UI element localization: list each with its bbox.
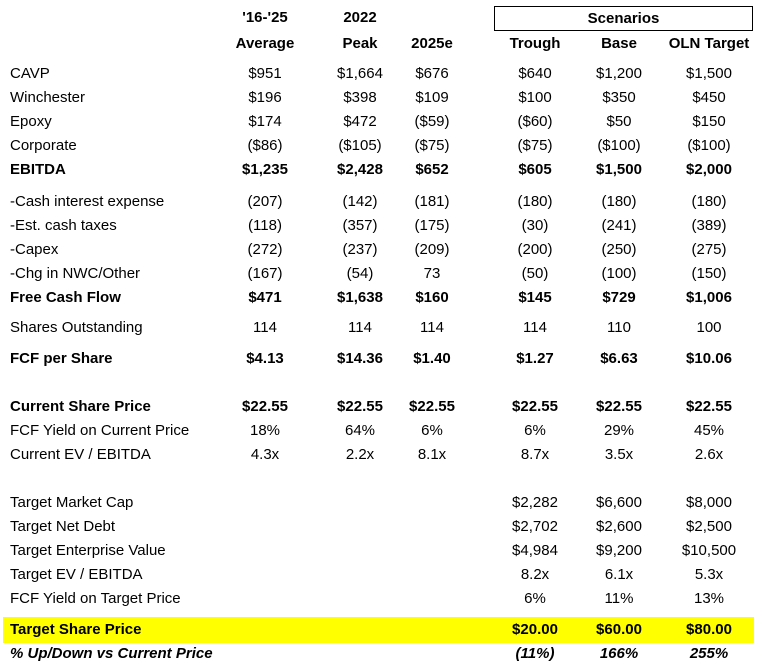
row-value: (100) [601, 265, 637, 282]
row-value: $1.27 [516, 350, 554, 367]
row-label: % Up/Down vs Current Price [10, 645, 213, 662]
row-value: $1,235 [242, 161, 288, 178]
row-label: CAVP [10, 65, 50, 82]
row-value: 2.2x [345, 446, 375, 463]
row-value: (209) [414, 241, 450, 258]
row-value: (180) [601, 193, 637, 210]
row-value: $174 [248, 113, 282, 130]
row-value: ($86) [247, 137, 283, 154]
col-header-2025e: 2025e [411, 35, 453, 52]
row-value: $1,006 [686, 289, 732, 306]
row-value: (150) [691, 265, 727, 282]
row-label: FCF Yield on Current Price [10, 422, 190, 439]
row-value: (118) [248, 217, 282, 234]
row-value: 11% [604, 590, 634, 607]
row-value: $4.13 [246, 350, 284, 367]
row-value [225, 515, 305, 539]
table-row [0, 491, 762, 515]
table-row [0, 443, 762, 467]
table-row [0, 395, 762, 419]
row-label: EBITDA [10, 161, 66, 178]
row-label: Current Share Price [10, 398, 151, 415]
row-value: 6% [421, 422, 443, 439]
row-value: $196 [248, 89, 282, 106]
table-row [0, 238, 762, 262]
row-value: 110 [607, 319, 631, 336]
row-value: 6% [524, 590, 546, 607]
row-label: Target EV / EBITDA [10, 566, 143, 583]
row-value [320, 587, 400, 611]
row-label: Corporate [10, 137, 77, 154]
row-value [393, 491, 471, 515]
row-value: 114 [523, 319, 547, 336]
row-value: (357) [342, 217, 378, 234]
row-value: $60.00 [596, 621, 642, 638]
row-value: $109 [415, 89, 449, 106]
row-value: 114 [348, 319, 372, 336]
row-value: $676 [415, 65, 449, 82]
row-value: $4,984 [512, 542, 558, 559]
table-row [0, 214, 762, 238]
row-value [320, 618, 400, 642]
row-label: -Cash interest expense [10, 193, 165, 210]
row-value: $2,000 [686, 161, 732, 178]
row-value: 29% [603, 422, 635, 439]
table-row [0, 419, 762, 443]
row-value: (180) [517, 193, 553, 210]
scenarios-header-box: Scenarios [494, 6, 753, 31]
row-value: $10.06 [686, 350, 732, 367]
row-label: Epoxy [10, 113, 52, 130]
row-value: 45% [693, 422, 725, 439]
row-value: $472 [343, 113, 377, 130]
row-value: (11%) [515, 645, 555, 662]
row-value: $22.55 [409, 398, 455, 415]
row-value: (207) [247, 193, 283, 210]
row-value: 114 [253, 319, 277, 336]
row-label: Target Net Debt [10, 518, 116, 535]
row-value: $729 [602, 289, 636, 306]
row-value: $22.55 [596, 398, 642, 415]
row-value: $20.00 [512, 621, 558, 638]
table-row [0, 110, 762, 134]
row-value: ($60) [517, 113, 553, 130]
row-value: (237) [342, 241, 378, 258]
row-value: (30) [521, 217, 549, 234]
col-header-average: Average [235, 35, 295, 52]
row-value [225, 491, 305, 515]
row-value: (272) [247, 241, 283, 258]
row-value: 13% [693, 590, 725, 607]
row-value: ($75) [414, 137, 450, 154]
row-value: $10,500 [681, 542, 737, 559]
table-row [0, 158, 762, 182]
row-value: $80.00 [686, 621, 732, 638]
row-value: $2,282 [512, 494, 558, 511]
row-value: (180) [691, 193, 727, 210]
row-value: $8,000 [686, 494, 732, 511]
row-value: $22.55 [686, 398, 732, 415]
row-value: $2,600 [596, 518, 642, 535]
row-value: (389) [691, 217, 727, 234]
row-value [225, 563, 305, 587]
row-value [393, 587, 471, 611]
row-value [320, 491, 400, 515]
row-label: Winchester [10, 89, 86, 106]
row-label: Free Cash Flow [10, 289, 121, 306]
row-value: $160 [415, 289, 449, 306]
table-row [0, 190, 762, 214]
row-value: $1,500 [596, 161, 642, 178]
row-value: ($75) [517, 137, 553, 154]
row-value: 8.1x [417, 446, 447, 463]
row-value [320, 642, 400, 666]
row-value: $150 [692, 113, 726, 130]
table-row [0, 347, 762, 371]
row-value: 3.5x [604, 446, 634, 463]
row-value: $6,600 [596, 494, 642, 511]
row-value: 255% [689, 645, 729, 662]
table-row [0, 86, 762, 110]
table-row [0, 618, 762, 642]
row-value: 64% [344, 422, 376, 439]
row-value: 6.1x [604, 566, 634, 583]
row-value: (181) [414, 193, 450, 210]
row-value: 5.3x [694, 566, 724, 583]
row-value: $145 [518, 289, 552, 306]
table-row [0, 62, 762, 86]
row-value [393, 618, 471, 642]
row-value [393, 642, 471, 666]
row-value: $100 [518, 89, 552, 106]
col-header-avg-line1: '16-'25 [242, 9, 288, 26]
row-value: $50 [606, 113, 632, 130]
row-value: 2.6x [694, 446, 724, 463]
row-value: (200) [517, 241, 553, 258]
row-value: $2,428 [337, 161, 383, 178]
row-value: $9,200 [596, 542, 642, 559]
row-value: $2,500 [686, 518, 732, 535]
table-row [0, 539, 762, 563]
row-value: 73 [423, 265, 441, 282]
row-value [225, 539, 305, 563]
table-row [0, 563, 762, 587]
row-value: $951 [248, 65, 282, 82]
row-value: $652 [415, 161, 449, 178]
row-value: 100 [696, 319, 722, 336]
row-value: $350 [602, 89, 636, 106]
row-label: Shares Outstanding [10, 319, 143, 336]
row-value [225, 587, 305, 611]
row-value: $1,664 [337, 65, 383, 82]
row-value: 18% [249, 422, 281, 439]
row-label: -Est. cash taxes [10, 217, 117, 234]
row-value: $450 [692, 89, 726, 106]
row-value [320, 515, 400, 539]
col-header-peak-line1: 2022 [343, 9, 377, 26]
row-label: FCF per Share [10, 350, 113, 367]
row-label: Target Enterprise Value [10, 542, 166, 559]
table-row [0, 642, 762, 666]
row-value: (241) [601, 217, 637, 234]
row-value: (167) [247, 265, 283, 282]
row-value: 8.2x [520, 566, 550, 583]
row-value: $6.63 [600, 350, 638, 367]
col-header-trough: Trough [509, 35, 561, 52]
row-value [393, 539, 471, 563]
row-value: 6% [524, 422, 546, 439]
table-row [0, 515, 762, 539]
row-value: (275) [691, 241, 727, 258]
row-value: 4.3x [250, 446, 280, 463]
table-row [0, 316, 762, 340]
table-row [0, 262, 762, 286]
row-value [320, 539, 400, 563]
row-value: $640 [518, 65, 552, 82]
row-value: $22.55 [512, 398, 558, 415]
col-header-oln-target: OLN Target [668, 35, 750, 52]
row-value: 8.7x [520, 446, 550, 463]
row-value: $1,200 [596, 65, 642, 82]
row-value [225, 618, 305, 642]
row-value: (54) [346, 265, 374, 282]
row-value: $1,638 [337, 289, 383, 306]
row-value [393, 563, 471, 587]
row-label: -Capex [10, 241, 59, 258]
row-value: ($59) [414, 113, 450, 130]
table-row [0, 134, 762, 158]
row-label: Target Share Price [10, 621, 142, 638]
row-value: $398 [343, 89, 377, 106]
row-label: Target Market Cap [10, 494, 134, 511]
row-value: ($105) [338, 137, 382, 154]
row-value: ($100) [597, 137, 641, 154]
col-header-base: Base [601, 35, 637, 52]
row-value: (50) [521, 265, 549, 282]
table-row [0, 286, 762, 310]
row-value: $605 [518, 161, 552, 178]
row-value: 166% [599, 645, 639, 662]
row-value: $22.55 [337, 398, 383, 415]
row-value: (250) [601, 241, 637, 258]
row-value: $1,500 [686, 65, 732, 82]
row-value: $14.36 [337, 350, 383, 367]
row-label: -Chg in NWC/Other [10, 265, 141, 282]
row-value [225, 642, 305, 666]
row-value: (142) [342, 193, 378, 210]
row-value: ($100) [687, 137, 731, 154]
row-value: 114 [420, 319, 444, 336]
row-value: $1.40 [413, 350, 451, 367]
row-value: $471 [248, 289, 282, 306]
row-value [393, 515, 471, 539]
row-value: (175) [414, 217, 450, 234]
table-row [0, 587, 762, 611]
row-label: Current EV / EBITDA [10, 446, 151, 463]
row-value [320, 563, 400, 587]
col-header-peak: Peak [342, 35, 378, 52]
row-value: $2,702 [512, 518, 558, 535]
row-value: $22.55 [242, 398, 288, 415]
row-label: FCF Yield on Target Price [10, 590, 181, 607]
